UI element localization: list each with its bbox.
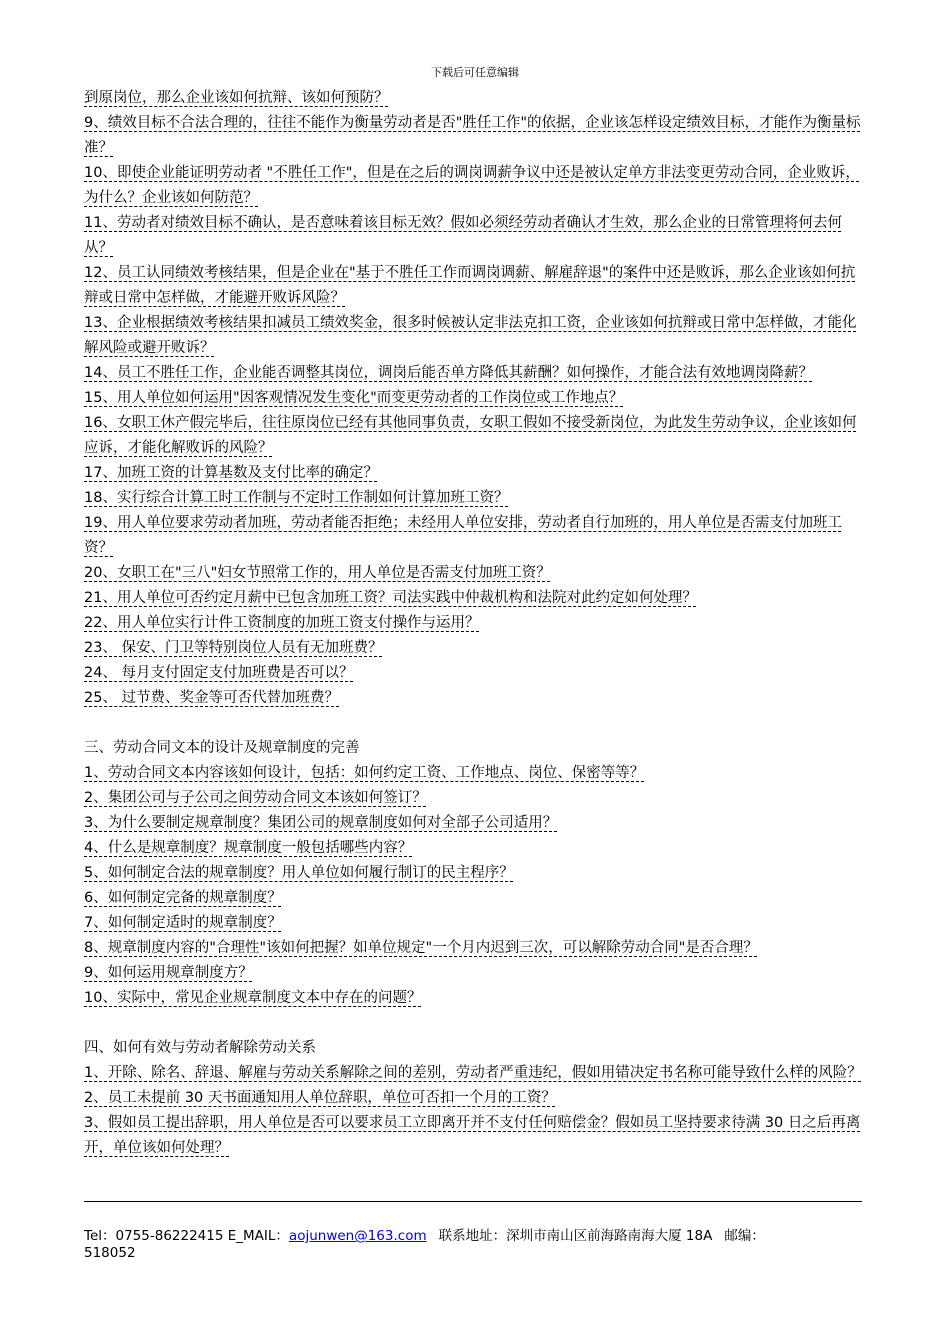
section-2-item: 18、实行综合计算工时工作制与不定时工作制如何计算加班工资？ <box>84 490 509 506</box>
section-3-list <box>84 761 864 1011</box>
section-4-item: 1、开除、除名、辞退、解雇与劳动关系解除之间的差别，劳动者严重违纪，假如用错决定书名称可能导致什么样的风险？ <box>84 1065 862 1081</box>
page-header: 下载后可任意编辑 <box>431 66 519 79</box>
section-2-item: 23、 保安、门卫等特别岗位人员有无加班费？ <box>84 640 383 656</box>
section-3-item: 1、劳动合同文本内容该如何设计，包括：如何约定工资、工作地点、岗位、保密等等？ <box>84 765 645 781</box>
section-3-item: 2、集团公司与子公司之间劳动合同文本该如何签订？ <box>84 790 427 806</box>
footer-postcode-label: 邮编： <box>724 1228 765 1244</box>
section-4-list <box>84 1061 864 1161</box>
section-2-item: 9、绩效目标不合法合理的，往往不能作为衡量劳动者是否"胜任工作"的依据，企业该怎样设定绩效目标，才能作为衡量标准？ <box>84 115 861 156</box>
section-2-item: 17、加班工资的计算基数及支付比率的确定？ <box>84 465 378 481</box>
footer-email-label: E_MAIL： <box>227 1228 289 1244</box>
section-2-item: 15、用人单位如何运用"因客观情况发生变化"而变更劳动者的工作岗位或工作地点？ <box>84 390 624 406</box>
footer-email-link[interactable]: aojunwen@163.com <box>288 1228 427 1244</box>
section-4-item: 3、假如员工提出辞职，用人单位是否可以要求员工立即离开并不支付任何赔偿金？假如员工坚持要求待满 30 日之后再离开，单位该如何处理？ <box>84 1115 861 1156</box>
section-2-item: 10、即使企业能证明劳动者 "不胜任工作"，但是在之后的调岗调薪争议中还是被认定单方非法变更劳动合同，企业败诉，为什么？企业该如何防范？ <box>84 165 860 206</box>
section-3-item: 10、实际中，常见企业规章制度文本中存在的问题？ <box>84 990 422 1006</box>
footer-address: 联系地址：深圳市南山区前海路南海大厦 18A <box>438 1228 713 1244</box>
section-3-item: 3、为什么要制定规章制度？集团公司的规章制度如何对全部子公司适用？ <box>84 815 558 831</box>
section-4-item: 2、员工未提前 30 天书面通知用人单位辞职，单位可否扣一个月的工资？ <box>84 1090 556 1106</box>
section-3-item: 7、如何制定适时的规章制度？ <box>84 915 282 931</box>
section-2-item: 24、 每月支付固定支付加班费是否可以？ <box>84 665 354 681</box>
section-2-item: 19、用人单位要求劳动者加班，劳动者能否拒绝；未经用人单位安排，劳动者自行加班的，用人单位是否需支付加班工资？ <box>84 515 842 556</box>
footer-divider <box>84 1201 862 1202</box>
section-3-item: 5、如何制定合法的规章制度？用人单位如何履行制订的民主程序？ <box>84 865 514 881</box>
section-2-item: 12、员工认同绩效考核结果，但是企业在"基于不胜任工作而调岗调薪、解雇辞退"的案件中还是败诉，那么企业该如何抗辩或日常中怎样做，才能避开败诉风险？ <box>84 265 856 306</box>
intro-line: 到原岗位，那么企业该如何抗辩、该如何预防？ <box>84 90 389 106</box>
section-2-item: 25、 过节费、奖金等可否代替加班费？ <box>84 690 340 706</box>
section-2-item: 21、用人单位可否约定月薪中已包含加班工资？司法实践中仲裁机构和法院对此约定如何处理？ <box>84 590 697 606</box>
section-3-item: 9、如何运用规章制度方？ <box>84 965 253 981</box>
document-body <box>84 86 864 1161</box>
section-2-item: 14、员工不胜任工作，企业能否调整其岗位，调岗后能否单方降低其薪酬？如何操作，才能合法有效地调岗降薪？ <box>84 365 813 381</box>
section-2-item: 16、女职工休产假完毕后，往往原岗位已经有其他同事负责，女职工假如不接受新岗位，为此发生劳动争议，企业该如何应诉，才能化解败诉的风险？ <box>84 415 857 456</box>
section-2-list <box>84 111 864 711</box>
section-2-item: 11、劳动者对绩效目标不确认，是否意味着该目标无效？假如必须经劳动者确认才生效，那么企业的日常管理将何去何从？ <box>84 215 842 256</box>
section-2-item: 22、用人单位实行计件工资制度的加班工资支付操作与运用？ <box>84 615 480 631</box>
section-4-title: 四、如何有效与劳动者解除劳动关系 <box>84 1040 316 1056</box>
footer <box>84 1228 864 1262</box>
section-2-item: 13、企业根据绩效考核结果扣减员工绩效奖金，很多时候被认定非法克扣工资，企业该如何抗辩或日常中怎样做，才能化解风险或避开败诉？ <box>84 315 857 356</box>
section-3-item: 4、什么是规章制度？规章制度一般包括哪些内容？ <box>84 840 413 856</box>
section-3-title: 三、劳动合同文本的设计及规章制度的完善 <box>84 740 360 756</box>
section-3-item: 8、规章制度内容的"合理性"该如何把握？如单位规定"一个月内迟到三次，可以解除劳动合同"是否合理？ <box>84 940 758 956</box>
section-2-item: 20、女职工在"三八"妇女节照常工作的，用人单位是否需支付加班工资？ <box>84 565 551 581</box>
section-3-item: 6、如何制定完备的规章制度？ <box>84 890 282 906</box>
footer-postcode: 518052 <box>84 1245 136 1261</box>
footer-tel: Tel：0755-86222415 <box>84 1228 224 1244</box>
